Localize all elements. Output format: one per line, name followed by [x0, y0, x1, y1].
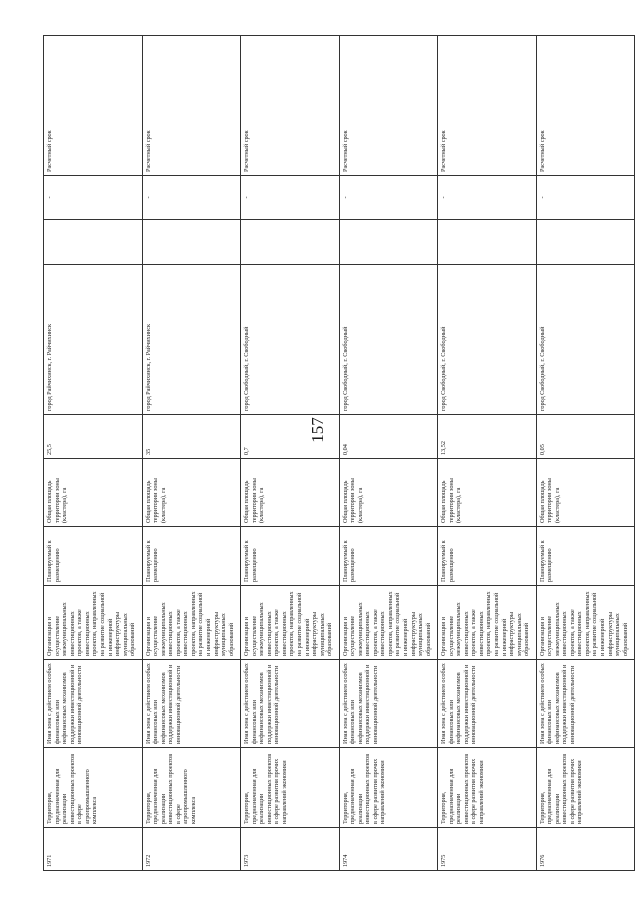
zones-table — [43, 35, 635, 871]
table-row — [241, 36, 340, 871]
zone-status: Планируемый к размещению — [241, 527, 340, 586]
zone-term: Расчетный срок — [536, 36, 635, 176]
zone-indicator: Общая площадь территории зоны (кластера), га — [241, 459, 340, 527]
zone-indicator: Общая площадь территории зоны (кластера), га — [142, 459, 241, 527]
zone-indicator: Общая площадь территории зоны (кластера), га — [339, 459, 438, 527]
zone-value: 35 — [142, 415, 241, 459]
zone-location: город Райчихинск, г. Райчихинск — [142, 265, 241, 415]
dash-cell: - — [142, 176, 241, 220]
table-row — [536, 36, 635, 871]
zone-value: 0,7 — [241, 415, 340, 459]
zone-type: Иная зона с действием особых финансовых или нефинансовых механизмов поддержки инвестиционной и инновационной деятельности — [142, 660, 241, 748]
page-number: 157 — [308, 417, 327, 443]
empty-cell — [339, 220, 438, 265]
dash-cell: - — [438, 176, 537, 220]
zone-purpose: Организация и осуществление межмуниципальных инвестиционных проектов, а также инвестиционных проектов, направленных на развитие социальной и инженерной инфраструктуры муниципальных образований — [536, 586, 635, 660]
zone-type: Иная зона с действием особых финансовых или нефинансовых механизмов поддержки инвестиционной и инновационной деятельности — [241, 660, 340, 748]
zone-name: Территория, предназначенная для реализации инвестиционных проектов в сфере агропромышленного комплекса — [142, 748, 241, 828]
zone-status: Планируемый к размещению — [438, 527, 537, 586]
dash-cell: - — [241, 176, 340, 220]
row-number: 1976 — [536, 828, 635, 871]
zone-name: Территория, предназначенная для реализации инвестиционных проектов в сфере развития прочих направлений экономики — [438, 748, 537, 828]
zone-name: Территория, предназначенная для реализации инвестиционных проектов в сфере развития прочих направлений экономики — [339, 748, 438, 828]
table-body — [44, 36, 635, 871]
zone-status: Планируемый к размещению — [44, 527, 143, 586]
row-number: 1975 — [438, 828, 537, 871]
empty-cell — [438, 220, 537, 265]
table-container — [43, 36, 635, 871]
zone-purpose: Организация и осуществление межмуниципальных инвестиционных проектов, а также инвестиционных проектов, направленных на развитие социальной и инженерной инфраструктуры муниципальных образований — [339, 586, 438, 660]
zone-value: 25,5 — [44, 415, 143, 459]
zone-location: город Свободный, г. Свободный — [438, 265, 537, 415]
table-row — [44, 36, 143, 871]
zone-type: Иная зона с действием особых финансовых или нефинансовых механизмов поддержки инвестиционной и инновационной деятельности — [438, 660, 537, 748]
zone-purpose: Организация и осуществление межмуниципальных инвестиционных проектов, а также инвестиционных проектов, направленных на развитие социальной и инженерной инфраструктуры муниципальных образований — [142, 586, 241, 660]
zone-term: Расчетный срок — [142, 36, 241, 176]
zone-status: Планируемый к размещению — [536, 527, 635, 586]
rotated-table-frame — [43, 36, 635, 871]
zone-purpose: Организация и осуществление межмуниципальных инвестиционных проектов, а также инвестиционных проектов, направленных на развитие социальной и инженерной инфраструктуры муниципальных образований — [44, 586, 143, 660]
zone-location: город Свободный, г. Свободный — [536, 265, 635, 415]
table-row — [339, 36, 438, 871]
dash-cell: - — [339, 176, 438, 220]
zone-name: Территория, предназначенная для реализации инвестиционных проектов в сфере агропромышленного комплекса — [44, 748, 143, 828]
zone-indicator: Общая площадь территории зоны (кластера), га — [536, 459, 635, 527]
empty-cell — [241, 220, 340, 265]
zone-type: Иная зона с действием особых финансовых или нефинансовых механизмов поддержки инвестиционной и инновационной деятельности — [339, 660, 438, 748]
table-row — [438, 36, 537, 871]
zone-status: Планируемый к размещению — [142, 527, 241, 586]
zone-location: город Свободный, г. Свободный — [241, 265, 340, 415]
zone-location: город Свободный, г. Свободный — [339, 265, 438, 415]
zone-term: Расчетный срок — [44, 36, 143, 176]
empty-cell — [536, 220, 635, 265]
zone-term: Расчетный срок — [339, 36, 438, 176]
zone-value: 0,05 — [536, 415, 635, 459]
zone-value: 13,52 — [438, 415, 537, 459]
zone-term: Расчетный срок — [241, 36, 340, 176]
zone-term: Расчетный срок — [438, 36, 537, 176]
zone-status: Планируемый к размещению — [339, 527, 438, 586]
zone-name: Территория, предназначенная для реализации инвестиционных проектов в сфере развития прочих направлений экономики — [536, 748, 635, 828]
zone-purpose: Организация и осуществление межмуниципальных инвестиционных проектов, а также инвестиционных проектов, направленных на развитие социальной и инженерной инфраструктуры муниципальных образований — [241, 586, 340, 660]
empty-cell — [44, 220, 143, 265]
row-number: 1972 — [142, 828, 241, 871]
row-number: 1973 — [241, 828, 340, 871]
table-row — [142, 36, 241, 871]
zone-purpose: Организация и осуществление межмуниципальных инвестиционных проектов, а также инвестиционных проектов, направленных на развитие социальной и инженерной инфраструктуры муниципальных образований — [438, 586, 537, 660]
zone-type: Иная зона с действием особых финансовых или нефинансовых механизмов поддержки инвестиционной и инновационной деятельности — [44, 660, 143, 748]
zone-indicator: Общая площадь территории зоны (кластера), га — [44, 459, 143, 527]
dash-cell: - — [44, 176, 143, 220]
empty-cell — [142, 220, 241, 265]
zone-name: Территория, предназначенная для реализации инвестиционных проектов в сфере развития прочих направлений экономики — [241, 748, 340, 828]
row-number: 1971 — [44, 828, 143, 871]
zone-value: 0,04 — [339, 415, 438, 459]
zone-location: город Райчихинск, г. Райчихинск — [44, 265, 143, 415]
zone-type: Иная зона с действием особых финансовых или нефинансовых механизмов поддержки инвестиционной и инновационной деятельности — [536, 660, 635, 748]
row-number: 1974 — [339, 828, 438, 871]
dash-cell: - — [536, 176, 635, 220]
zone-indicator: Общая площадь территории зоны (кластера), га — [438, 459, 537, 527]
